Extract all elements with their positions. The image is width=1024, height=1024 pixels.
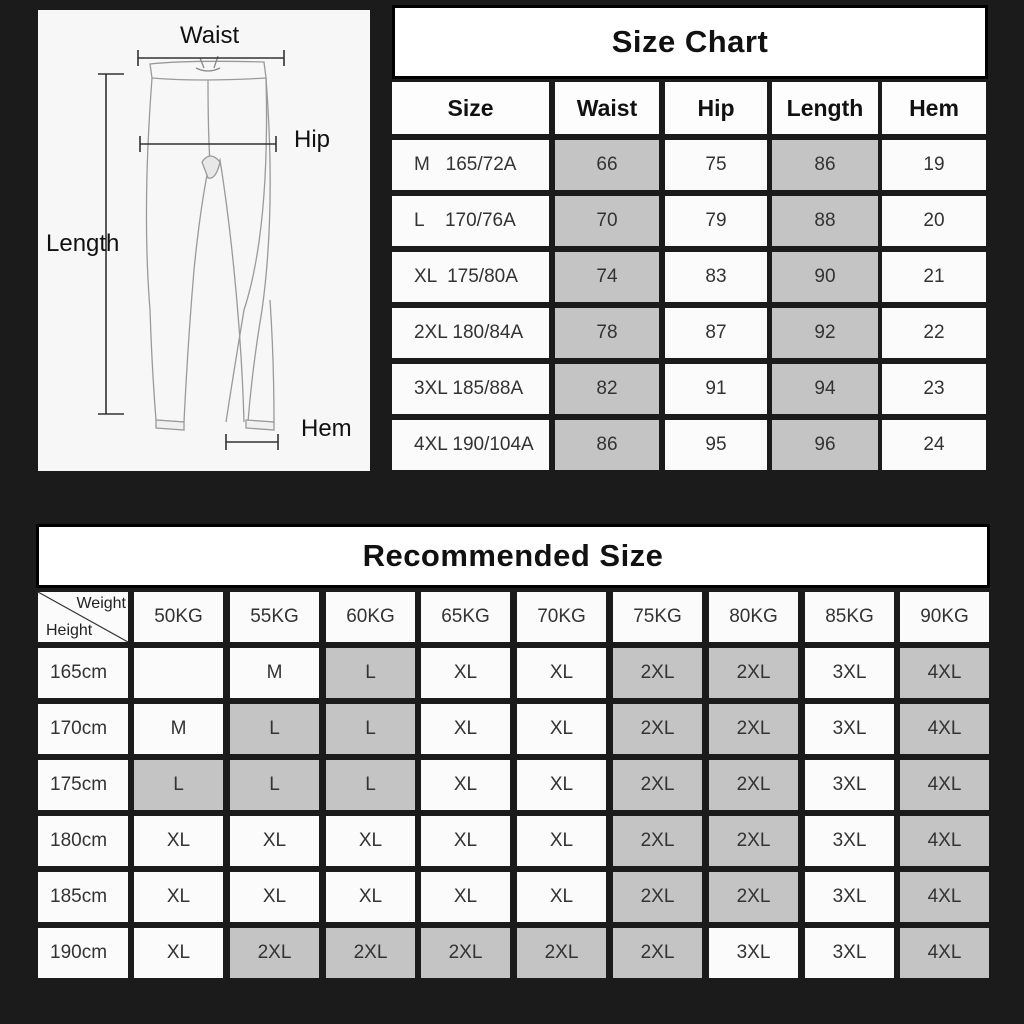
recommended-size-cell: XL: [421, 648, 510, 698]
recommended-size-cell: 2XL: [709, 816, 798, 866]
recommended-size-cell: M: [230, 648, 319, 698]
size-chart-cell-waist: 78: [555, 308, 659, 358]
size-chart-cell-length: 90: [772, 252, 878, 302]
size-chart-cell-hip: 75: [665, 140, 767, 190]
recommended-size-cell: 4XL: [900, 760, 989, 810]
size-chart-cell-waist: 86: [555, 420, 659, 470]
recommended-size-cell: 2XL: [613, 928, 702, 978]
weight-header: 60KG: [326, 592, 415, 642]
recommended-size-cell: XL: [230, 872, 319, 922]
recommended-size-title: Recommended Size: [36, 524, 990, 588]
weight-header: 90KG: [900, 592, 989, 642]
size-chart-cell-size: L 170/76A: [392, 196, 549, 246]
size-chart-header-length: Length: [772, 82, 878, 134]
size-chart-cell-length: 96: [772, 420, 878, 470]
recommended-size-cell: 2XL: [613, 872, 702, 922]
size-chart-cell-length: 92: [772, 308, 878, 358]
size-chart-cell-size: 3XL 185/88A: [392, 364, 549, 414]
weight-header: 70KG: [517, 592, 606, 642]
size-chart-cell-size: 2XL 180/84A: [392, 308, 549, 358]
recommended-size-cell: 4XL: [900, 704, 989, 754]
size-chart-cell-waist: 70: [555, 196, 659, 246]
weight-header: 80KG: [709, 592, 798, 642]
recommended-size-cell: 2XL: [230, 928, 319, 978]
recommended-size-cell: L: [230, 760, 319, 810]
weight-height-corner: [38, 592, 128, 642]
size-chart-cell-waist: 66: [555, 140, 659, 190]
recommended-size-cell: L: [326, 760, 415, 810]
recommended-size-cell: 2XL: [709, 872, 798, 922]
pants-diagram: [38, 10, 370, 471]
recommended-size-cell: XL: [326, 872, 415, 922]
recommended-size-cell: 3XL: [805, 648, 894, 698]
size-chart-cell-hem: 21: [882, 252, 986, 302]
recommended-size-cell: 3XL: [805, 760, 894, 810]
recommended-size-cell: 2XL: [517, 928, 606, 978]
recommended-size-cell: XL: [517, 704, 606, 754]
recommended-size-cell: 2XL: [709, 648, 798, 698]
weight-header: 55KG: [230, 592, 319, 642]
hip-label: Hip: [294, 126, 331, 153]
height-row-header: 190cm: [38, 928, 128, 978]
recommended-size-cell: 4XL: [900, 816, 989, 866]
size-chart-cell-size: M 165/72A: [392, 140, 549, 190]
size-chart-title: Size Chart: [392, 5, 988, 79]
recommended-size-cell: XL: [517, 760, 606, 810]
recommended-size-cell: XL: [134, 816, 223, 866]
height-row-header: 180cm: [38, 816, 128, 866]
recommended-size-cell: XL: [134, 928, 223, 978]
size-chart-cell-hip: 79: [665, 196, 767, 246]
recommended-size-cell: 2XL: [326, 928, 415, 978]
recommended-size-cell: 2XL: [613, 704, 702, 754]
recommended-size-cell: XL: [326, 816, 415, 866]
size-chart-cell-size: 4XL 190/104A: [392, 420, 549, 470]
recommended-size-cell: XL: [517, 872, 606, 922]
size-chart-cell-hem: 20: [882, 196, 986, 246]
recommended-size-cell: 3XL: [805, 816, 894, 866]
height-axis-label: Height: [46, 622, 93, 639]
recommended-size-cell: XL: [421, 760, 510, 810]
height-row-header: 175cm: [38, 760, 128, 810]
size-chart-cell-size: XL 175/80A: [392, 252, 549, 302]
size-chart-cell-hip: 91: [665, 364, 767, 414]
recommended-size-cell: L: [326, 704, 415, 754]
height-row-header: 170cm: [38, 704, 128, 754]
recommended-size-cell: 3XL: [805, 928, 894, 978]
size-chart-cell-hem: 24: [882, 420, 986, 470]
size-chart-cell-hip: 83: [665, 252, 767, 302]
size-chart-cell-hem: 22: [882, 308, 986, 358]
recommended-size-cell: 2XL: [613, 648, 702, 698]
size-chart-cell-hip: 95: [665, 420, 767, 470]
recommended-size-cell: 3XL: [805, 872, 894, 922]
hem-label: Hem: [301, 415, 352, 442]
size-chart-header-waist: Waist: [555, 82, 659, 134]
size-chart-cell-length: 86: [772, 140, 878, 190]
recommended-size-cell: 2XL: [709, 760, 798, 810]
size-chart-cell-length: 94: [772, 364, 878, 414]
recommended-size-cell: L: [134, 760, 223, 810]
waist-label: Waist: [180, 22, 240, 49]
weight-header: 50KG: [134, 592, 223, 642]
size-chart-header-size: Size: [392, 82, 549, 134]
recommended-size-cell: 2XL: [421, 928, 510, 978]
recommended-size-cell: L: [326, 648, 415, 698]
recommended-size-cell: 4XL: [900, 648, 989, 698]
weight-axis-label: Weight: [76, 595, 126, 612]
size-chart-cell-hem: 19: [882, 140, 986, 190]
size-chart-cell-hip: 87: [665, 308, 767, 358]
recommended-size-cell: L: [230, 704, 319, 754]
recommended-size-cell: 4XL: [900, 928, 989, 978]
size-chart-header-hem: Hem: [882, 82, 986, 134]
size-chart-cell-hem: 23: [882, 364, 986, 414]
recommended-size-cell: M: [134, 704, 223, 754]
recommended-size-cell: 2XL: [709, 704, 798, 754]
height-row-header: 185cm: [38, 872, 128, 922]
recommended-size-cell: 3XL: [805, 704, 894, 754]
recommended-size-cell: XL: [517, 648, 606, 698]
recommended-size-cell: XL: [230, 816, 319, 866]
weight-header: 85KG: [805, 592, 894, 642]
recommended-size-cell: XL: [421, 816, 510, 866]
recommended-size-cell: XL: [421, 872, 510, 922]
length-label: Length: [46, 230, 120, 257]
size-chart-cell-length: 88: [772, 196, 878, 246]
weight-header: 75KG: [613, 592, 702, 642]
recommended-size-cell: 4XL: [900, 872, 989, 922]
recommended-size-cell: 2XL: [613, 760, 702, 810]
recommended-size-cell: XL: [421, 704, 510, 754]
recommended-size-cell: [134, 648, 223, 698]
recommended-size-cell: XL: [134, 872, 223, 922]
size-chart-cell-waist: 82: [555, 364, 659, 414]
recommended-size-cell: 2XL: [613, 816, 702, 866]
recommended-size-cell: XL: [517, 816, 606, 866]
weight-header: 65KG: [421, 592, 510, 642]
size-chart-cell-waist: 74: [555, 252, 659, 302]
recommended-size-cell: 3XL: [709, 928, 798, 978]
size-chart-header-hip: Hip: [665, 82, 767, 134]
height-row-header: 165cm: [38, 648, 128, 698]
